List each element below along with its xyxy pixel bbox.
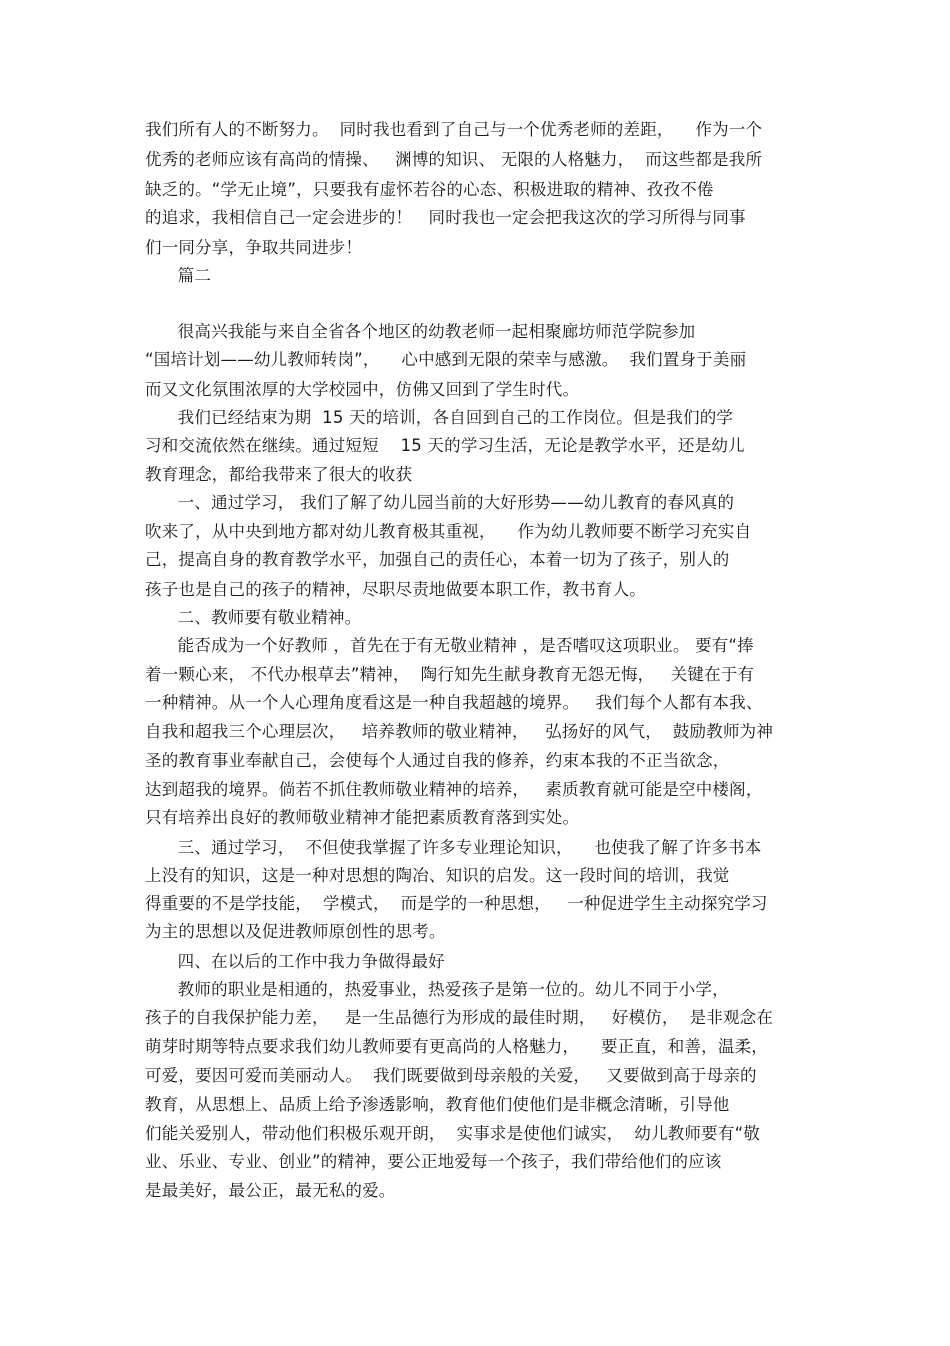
text-line: 很高兴我能与来自全省各个地区的幼教老师一起相聚廊坊师范学院参加 <box>145 322 696 341</box>
text-line: 得重要的不是学技能， 学模式， 而是学的一种思想， 一种促进学生主动探究学习 <box>145 894 768 913</box>
text-line: 二、教师要有敬业精神。 <box>145 608 362 627</box>
text-line: 我们已经结束为期 15 天的培训，各自回到自己的工作岗位。但是我们的学 <box>145 408 734 427</box>
text-line: 们一同分享，争取共同进步！ <box>145 238 363 257</box>
text-line: 为主的思想以及促进教师原创性的思考。 <box>145 922 446 941</box>
text-line: 我们所有人的不断努力。 同时我也看到了自己与一个优秀老师的差距， 作为一个 <box>145 120 763 139</box>
text-line: 们能关爱别人，带动他们积极乐观开朗， 实事求是使他们诚实， 幼儿教师要有“敬 <box>145 1124 761 1143</box>
text-line: 优秀的老师应该有高尚的情操、 渊博的知识、 无限的人格魅力， 而这些都是我所 <box>145 150 763 169</box>
text-line: 达到超我的境界。倘若不抓住教师敬业精神的培养， 素质教育就可能是空中楼阁， <box>145 780 763 799</box>
text-line: 孩子的自我保护能力差， 是一生品德行为形成的最佳时期， 好模仿， 是非观念在 <box>145 1008 774 1027</box>
text-line: 业、乐业、专业、创业”的精神，要公正地爱每一个孩子，我们带给他们的应该 <box>145 1152 722 1171</box>
text-line: 可爱，要因可爱而美丽动人。 我们既要做到母亲般的关爱， 又要做到高于母亲的 <box>145 1066 757 1085</box>
text-line: 自我和超我三个心理层次， 培养教师的敬业精神， 弘扬好的风气， 鼓励教师为神 <box>145 722 774 741</box>
text-line: 吹来了，从中央到地方都对幼儿教育极其重视， 作为幼儿教师要不断学习充实自 <box>145 522 752 541</box>
text-line: 而又文化氛围浓厚的大学校园中，仿佛又回到了学生时代。 <box>145 380 580 399</box>
text-line: 教育，从思想上、品质上给予渗透影响，教育他们使他们是非概念清晰，引导他 <box>145 1095 730 1114</box>
text-line: 是最美好，最公正，最无私的爱。 <box>145 1181 396 1200</box>
section-heading: 篇二 <box>145 266 212 285</box>
text-line: 萌芽时期等特点要求我们幼儿教师要有更高尚的人格魅力， 要正直，和善，温柔， <box>145 1037 768 1056</box>
text-line: 己，提高自身的教育教学水平，加强自己的责任心，本着一切为了孩子，别人的 <box>145 550 730 569</box>
text-line: 能否成为一个好教师 ，首先在于有无敬业精神 ，是否嗜叹这项职业。 要有“捧 <box>145 636 754 655</box>
text-line: 习和交流依然在继续。通过短短 15 天的学习生活，无论是教学水平，还是幼儿 <box>145 436 745 455</box>
text-line: “国培计划——幼儿教师转岗”， 心中感到无限的荣幸与感激。 我们置身于美丽 <box>145 350 747 369</box>
text-line: 三、通过学习， 不但使我掌握了许多专业理论知识， 也使我了解了许多书本 <box>145 838 762 857</box>
text-line: 圣的教育事业奉献自己，会使每个人通过自我的修养，约束本我的不正当欲念， <box>145 751 730 770</box>
text-line: 着一颗心来， 不代办根草去”精神， 陶行知先生献身教育无怨无悔， 关键在于有 <box>145 665 755 684</box>
text-line: 教育理念，都给我带来了很大的收获 <box>145 465 413 484</box>
text-line: 孩子也是自己的孩子的精神，尽职尽责地做要本职工作，教书育人。 <box>145 580 646 599</box>
text-line: 只有培养出良好的教师敬业精神才能把素质教育落到实处。 <box>145 808 580 827</box>
text-line: 教师的职业是相通的，热爱事业，热爱孩子是第一位的。幼儿不同于小学， <box>145 980 729 999</box>
text-line: 缺乏的。“学无止境”，只要我有虚怀若谷的心态、积极进取的精神、孜孜不倦 <box>145 180 714 199</box>
text-line: 上没有的知识，这是一种对思想的陶冶、知识的启发。这一段时间的培训，我觉 <box>145 866 730 885</box>
text-line: 一、通过学习， 我们了解了幼儿园当前的大好形势——幼儿教育的春风真的 <box>145 493 735 512</box>
text-line: 一种精神。从一个人心理角度看这是一种自我超越的境界。 我们每个人都有本我、 <box>145 693 763 712</box>
text-line: 的追求，我相信自己一定会进步的！ 同时我也一定会把我这次的学习所得与同事 <box>145 208 746 227</box>
text-line: 四、在以后的工作中我力争做得最好 <box>145 952 445 971</box>
